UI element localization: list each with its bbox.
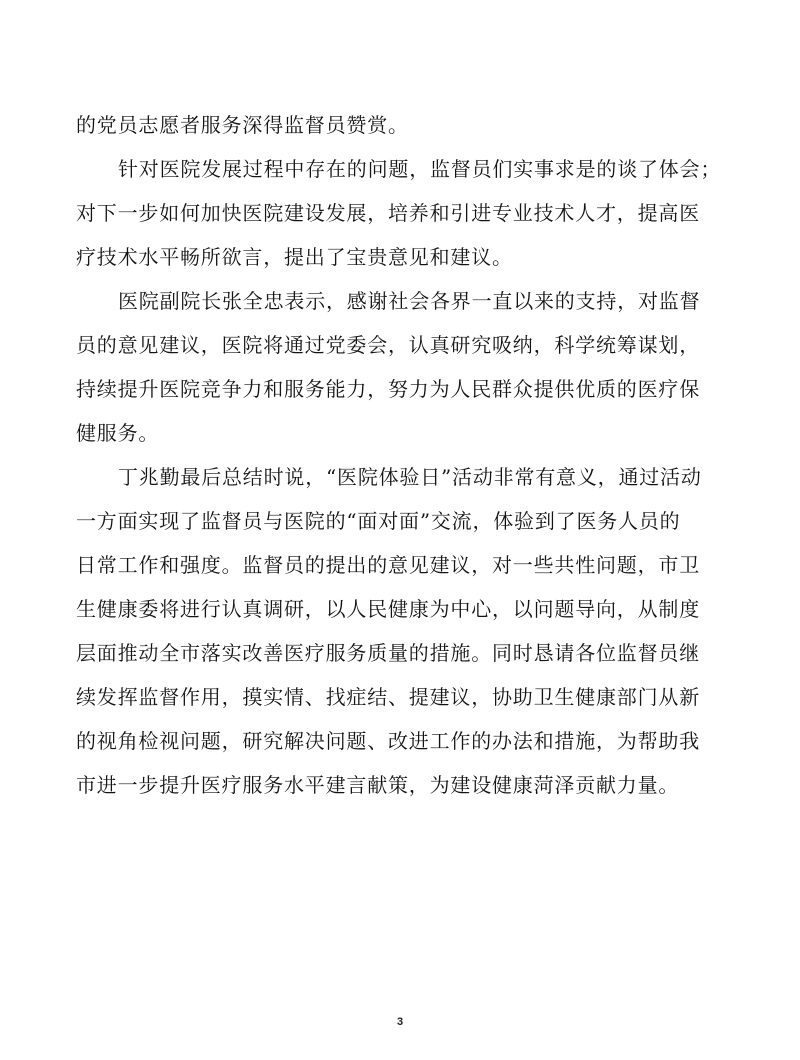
page-number: 3 [396,1016,404,1028]
text-line: 疗技术水平畅所欲言，提出了宝贵意见和建议。 [76,245,513,269]
text-line: 健服务。 [76,421,160,445]
text-line: 市进一步提升医疗服务水平建言献策，为建设健康菏泽贡献力量。 [76,773,680,797]
paragraph-first-line: 针对医院发展过程中存在的问题，监督员们实事求是的谈了体会； [118,157,722,181]
paragraph-first-line: 丁兆勤最后总结时说，“医院体验日”活动非常有意义，通过活动 [118,465,702,489]
text-line: 对下一步如何加快医院建设发展，培养和引进专业技术人才，提高医 [76,201,700,225]
text-line: 一方面实现了监督员与医院的“面对面”交流，体验到了医务人员的 [76,509,681,533]
text-line: 生健康委将进行认真调研，以人民健康为中心，以问题导向，从制度 [76,597,700,621]
text-line: 的党员志愿者服务深得监督员赞赏。 [76,113,409,137]
text-line: 持续提升医院竞争力和服务能力，努力为人民群众提供优质的医疗保 [76,377,700,401]
body-text [76,103,736,807]
text-line: 层面推动全市落实改善医疗服务质量的措施。同时恳请各位监督员继 [76,641,700,665]
text-line: 日常工作和强度。监督员的提出的意见建议，对一些共性问题，市卫 [76,553,700,577]
text-line: 的视角检视问题，研究解决问题、改进工作的办法和措施，为帮助我 [76,729,700,753]
text-line: 续发挥监督作用，摸实情、找症结、提建议，协助卫生健康部门从新 [76,685,700,709]
paragraph-first-line: 医院副院长张全忠表示，感谢社会各界一直以来的支持，对监督 [118,289,701,313]
text-line: 员的意见建议，医院将通过党委会，认真研究吸纳，科学统筹谋划， [76,333,700,357]
